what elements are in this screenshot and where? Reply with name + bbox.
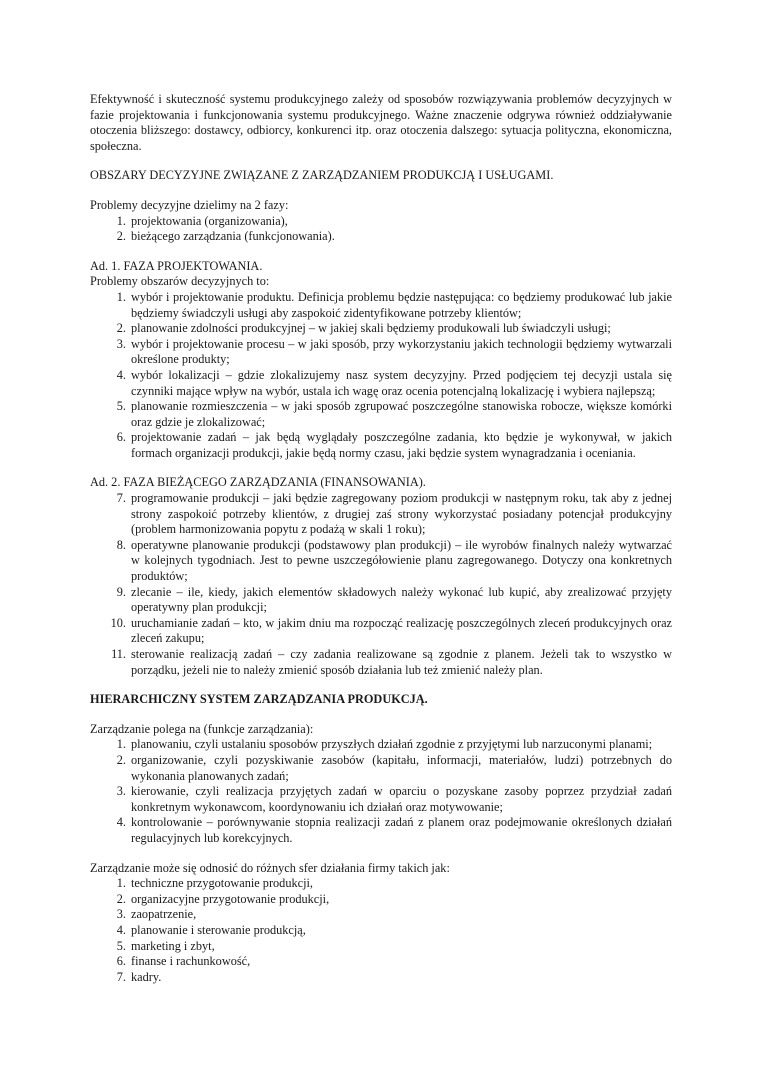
list-item: 2 . bieżącego zarządzania (funkcjonowania). — [90, 229, 672, 245]
list-item: 6 . projektowanie zadań – jak będą wyglądały poszczególne zadania, kto będzie je wykonywał, w jakich formach organizacji produkcji, jakie będą normy czasu, jaki będzie system wynagradzania i oceniania. — [90, 430, 672, 461]
list-item: 5 . planowanie rozmieszczenia – w jaki sposób zgrupować poszczególne stanowiska robocze, większe komórki oraz gdzie je zlokalizować; — [90, 399, 672, 430]
hierarchia-heading: HIERARCHICZNY SYSTEM ZARZĄDZANIA PRODUKCJĄ. — [90, 692, 428, 707]
list-item: 1 . planowaniu, czyli ustalaniu sposobów przyszłych działań zgodnie z przyjętymi lub narzuconymi planami; — [90, 737, 672, 753]
faza2-list — [90, 491, 672, 678]
list-item: 2 . planowanie zdolności produkcyjnej – w jakiej skali będziemy produkowali lub świadczyli usługi; — [90, 321, 672, 337]
list-item: 4 . planowanie i sterowanie produkcją, — [90, 923, 672, 939]
list-item: 3 . zaopatrzenie, — [90, 907, 672, 923]
document-page — [90, 92, 672, 985]
faza1-heading: Ad. 1. FAZA PROJEKTOWANIA. — [90, 258, 263, 273]
list-item: 1 . wybór i projektowanie produktu. Definicja problemu będzie następująca: co będziemy produkować lub jakie będziemy świadczyli usługi aby zaspokoić zidentyfikowane potrzeby klientów; — [90, 290, 672, 321]
phases-list — [90, 214, 672, 245]
hierarchia-list — [90, 737, 672, 846]
list-item: 7 . programowanie produkcji – jaki będzie zagregowany poziom produkcji w następnym roku, tak aby z jednej strony zaspokoić potrzeby klientów, z drugiej zaś strony wykorzystać posiadany potencjał produkcyjny (problem harmonizowania popytu z podażą w skali 1 roku); — [90, 491, 672, 538]
list-item: 1 . techniczne przygotowanie produkcji, — [90, 876, 672, 892]
faza1-list — [90, 290, 672, 462]
faza2-heading: Ad. 2. FAZA BIEŻĄCEGO ZARZĄDZANIA (FINANSOWANIA). — [90, 475, 426, 490]
list-item: 4 . kontrolowanie – porównywanie stopnia realizacji zadań z planem oraz podejmowanie określonych działań regulacyjnych lub korekcyjnych. — [90, 815, 672, 846]
list-item: 3 . wybór i projektowanie procesu – w jaki sposób, przy wykorzystaniu jakich technologii będziemy wytwarzali określone produkty; — [90, 337, 672, 368]
sfery-lead: Zarządzanie może się odnosić do różnych sfer działania firmy takich jak: — [90, 860, 450, 875]
list-item: 8 . operatywne planowanie produkcji (podstawowy plan produkcji) – ile wyrobów finalnych należy wytwarzać w kolejnych tygodniach. Jest to pewne uszczegółowienie planu zagregowanego. Dotyczy ona konkretnych produktów; — [90, 538, 672, 585]
list-item: 10 . uruchamianie zadań – kto, w jakim dniu ma rozpocząć realizację poszczególnych zleceń produkcyjnych oraz zleceń zakupu; — [90, 616, 672, 647]
hierarchia-lead: Zarządzanie polega na (funkcje zarządzania): — [90, 721, 314, 736]
list-item: 5 . marketing i zbyt, — [90, 939, 672, 955]
sfery-list — [90, 876, 672, 985]
section-heading-obszary: OBSZARY DECYZYJNE ZWIĄZANE Z ZARZĄDZANIEM PRODUKCJĄ I USŁUGAMI. — [90, 168, 554, 183]
list-item: 3 . kierowanie, czyli realizacja przyjętych zadań w oparciu o pozyskane zasoby poprzez przydział zadań konkretnym wykonawcom, koordynowaniu ich działań oraz motywowanie; — [90, 784, 672, 815]
list-item: 6 . finanse i rachunkowość, — [90, 954, 672, 970]
intro-paragraph: Efektywność i skuteczność systemu produkcyjnego zależy od sposobów rozwiązywania problemów decyzyjnych w fazie projektowania i funkcjonowania systemu produkcyjnego. Ważne znaczenie odgrywa również oddziaływanie otoczenia bliższego: dostawcy, odbiorcy, konkurenci itp. oraz otoczenia dalszego: sytuacja polityczna, ekonomiczna, społeczna. — [90, 92, 672, 153]
phases-lead: Problemy decyzyjne dzielimy na 2 fazy: — [90, 197, 289, 212]
faza1-lead: Problemy obszarów decyzyjnych to: — [90, 274, 270, 289]
list-item: 2 . organizacyjne przygotowanie produkcji, — [90, 892, 672, 908]
list-item: 11 . sterowanie realizacją zadań – czy zadania realizowane są zgodnie z planem. Jeżeli tak to wszystko w porządku, jeżeli nie to należy zmienić sposób działania lub też zmienić należy plan. — [90, 647, 672, 678]
list-item: 4 . wybór lokalizacji – gdzie zlokalizujemy nasz system decyzyjny. Przed podjęciem tej decyzji ustala się czynniki mające wpływ na wybór, ustala ich wagę oraz ocenia potencjalną lokalizację i wybiera najlepszą; — [90, 368, 672, 399]
list-item: 9 . zlecanie – ile, kiedy, jakich elementów składowych należy wykonać lub kupić, aby zrealizować przyjęty operatywny plan produkcji; — [90, 585, 672, 616]
list-item: 7 . kadry. — [90, 970, 672, 986]
list-item: 1 . projektowania (organizowania), — [90, 214, 672, 230]
list-item: 2 . organizowanie, czyli pozyskiwanie zasobów (kapitału, informacji, materiałów, ludzi) potrzebnych do wykonania planowanych zadań; — [90, 753, 672, 784]
